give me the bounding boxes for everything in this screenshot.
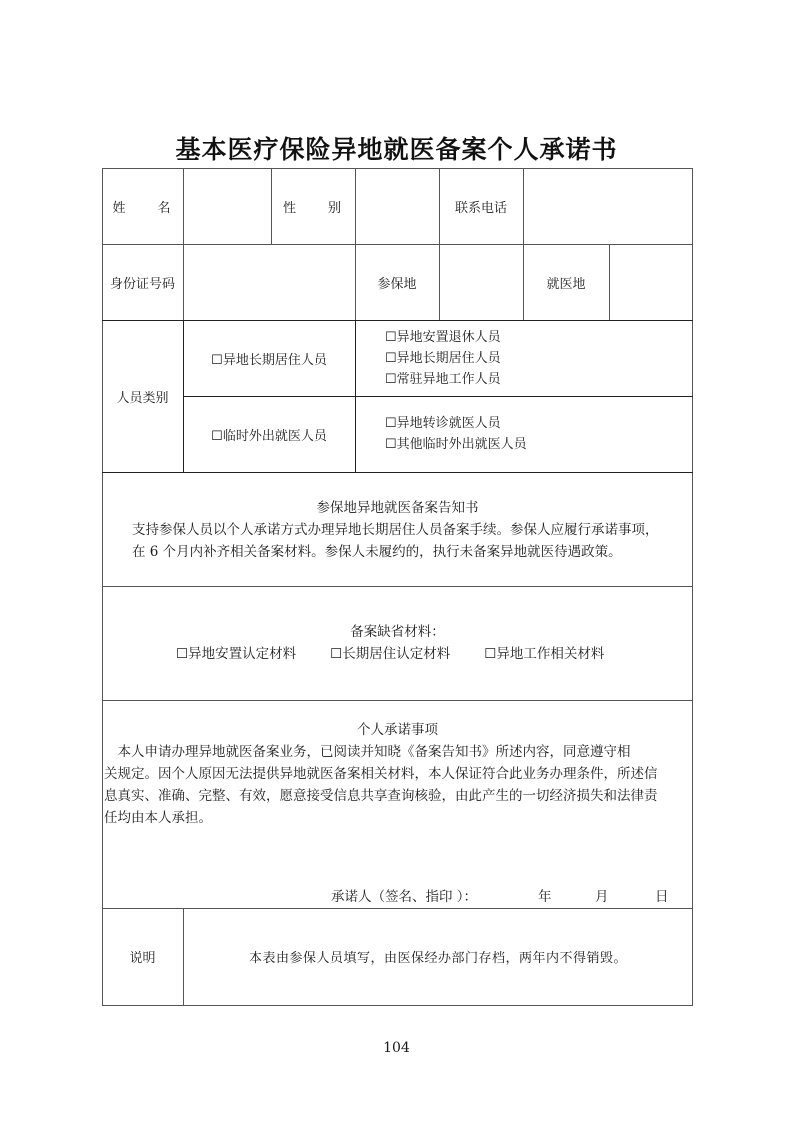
year-label: 年 [538,889,552,905]
insured-place-field[interactable] [439,244,523,320]
checkbox-temporary-medical[interactable]: ☐临时外出就医人员 [211,428,327,444]
commitment-line-1: 本人申请办理异地就医备案业务，已阅读并知晓《备案告知书》所述内容，同意遵守相 [104,744,631,760]
remark-label: 说明 [129,951,156,966]
commitment-line-4: 任均由本人承担。 [104,810,212,826]
checkbox-work-proof[interactable]: ☐异地工作相关材料 [484,646,605,662]
signature-label: 承诺人（签名、指印 ）： [331,889,478,905]
long-term-subtypes [385,320,685,396]
notice-heading: 参保地异地就医备案告知书 [316,500,479,516]
name-label: 姓 名 [112,200,173,216]
page-number: 104 [383,1040,410,1056]
table-border-bottom [102,1005,693,1006]
row-divider [102,700,693,701]
day-label: 日 [655,889,669,905]
checkbox-resident-worker[interactable]: ☐常驻异地工作人员 [385,371,501,387]
missing-materials-options [176,643,676,665]
commitment-line-2: 关规定。因个人原因无法提供异地就医备案相关材料，本人保证符合此业务办理条件，所述信 [104,766,658,782]
phone-field[interactable] [523,168,693,244]
commitment-line-3: 息真实、准确、完整、有效，愿意接受信息共享查询核验，由此产生的一切经济损失和法律责 [104,788,658,804]
checkbox-referral-patient[interactable]: ☐异地转诊就医人员 [385,416,501,431]
notice-line-1: 支持参保人员以个人承诺方式办理异地长期居住人员备案手续。参保人应履行承诺事项， [132,522,659,538]
checkbox-relocation-proof[interactable]: ☐异地安置认定材料 [176,646,297,662]
remark-text: 本表由参保人员填写，由医保经办部门存档，两年内不得销毁。 [248,951,627,966]
temporary-subtypes [385,396,685,472]
id-number-field[interactable] [183,244,355,320]
insured-place-label: 参保地 [377,276,417,292]
checkbox-relocated-retiree[interactable]: ☐异地安置退休人员 [385,329,501,345]
notice-line-2: 在 6 个月内补齐相关备案材料。参保人未履约的，执行未备案异地就医待遇政策。 [132,544,622,560]
medical-place-field[interactable] [609,244,693,320]
missing-materials-heading: 备案缺省材料： [350,624,445,640]
category-label: 人员类别 [116,390,169,406]
row-divider [102,586,693,587]
gender-label: 性 别 [282,200,343,216]
checkbox-long-term-resident[interactable]: ☐异地长期居住人员 [385,350,501,366]
month-label: 月 [595,889,609,905]
gender-field[interactable] [355,168,439,244]
row-divider [102,472,693,473]
document-title: 基本医疗保险异地就医备案个人承诺书 [175,135,618,164]
phone-label: 联系电话 [454,200,507,216]
commitment-heading: 个人承诺事项 [357,722,438,738]
checkbox-residence-proof[interactable]: ☐长期居住认定材料 [330,646,451,662]
medical-place-label: 就医地 [546,276,586,292]
id-number-label: 身份证号码 [109,276,175,292]
col-divider [355,320,356,472]
checkbox-other-temporary[interactable]: ☐其他临时外出就医人员 [385,437,527,452]
name-field[interactable] [183,168,271,244]
checkbox-long-term-residence[interactable]: ☐异地长期居住人员 [211,352,327,368]
